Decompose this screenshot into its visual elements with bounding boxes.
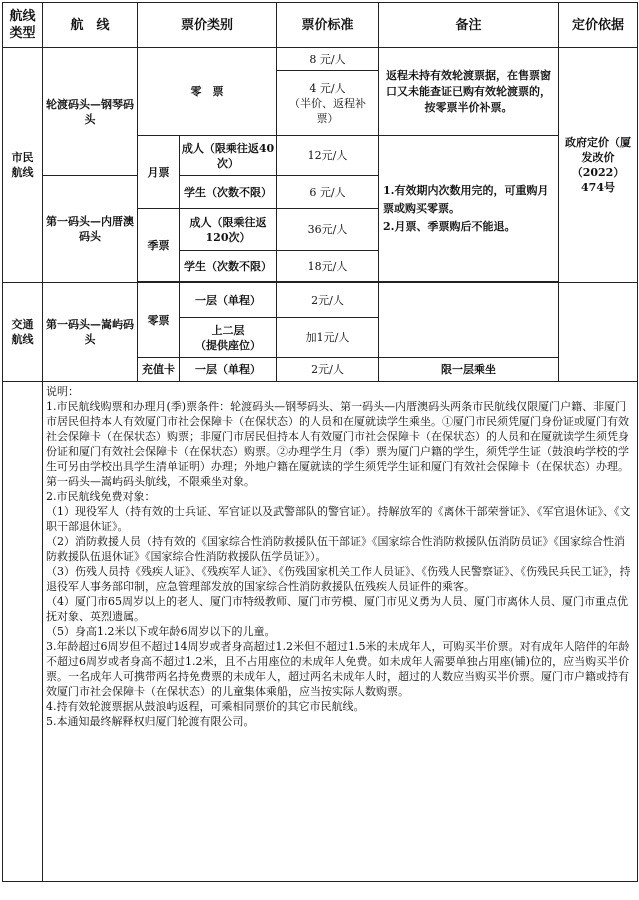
header-row — [3, 3, 638, 48]
citizen-season-student-price: 18元/人 — [277, 251, 379, 282]
traffic-card-remark: 限一层乘坐 — [379, 358, 559, 382]
header-route: 航 线 — [43, 3, 138, 48]
notes-line: 4.持有效轮渡票据从鼓浪屿返程，可乘相同票价的其它市民航线。 — [46, 700, 365, 713]
header-fare-standard: 票价标准 — [277, 3, 379, 48]
traffic-floor23: 上二层 （提供座位） — [180, 318, 277, 358]
traffic-card-price: 2元/人 — [277, 358, 379, 382]
traffic-floor23-price: 加1元/人 — [277, 318, 379, 358]
table-row — [3, 48, 638, 71]
notes-line: 说明： — [46, 385, 79, 398]
citizen-single-ticket: 零 票 — [138, 48, 277, 136]
traffic-category: 交通 航线 — [3, 283, 43, 382]
notes-line: （3）伤残人员持《残疾人证》、《残疾军人证》、《伤残国家机关工作人员证》、《伤残人民警察证》、《伤残民兵民工证》，持退役军人事务部印制，应急管理部发放的国家综合性消防救援队伍残疾人员证件的乘客。 — [46, 565, 631, 593]
notes-left-cell — [3, 382, 43, 882]
notes-line: 1.市民航线购票和办理月(季)票条件：轮渡码头—钢琴码头、第一码头—内厝澳码头两条市民航线仅限厦门户籍、非厦门市居民但持本人有效厦门市社会保障卡（在保状态）的人员和在厦就读学生乘坐。①厦门市民须凭厦门身份证或厦门有效社会保障卡（在保状态）购票；非厦门市居民但持本人有效厦门市社会保障卡（在保状态）的人员和在厦就读学生须凭身份证和厦门有效社会保障卡（在保状态）购票。②办理学生月（季）票为厦门户籍的学生，须凭学生证（鼓浪屿学校的学生可另由学校出具学生清单证明）办理；外地户籍在厦就读的学生须凭学生证和厦门有效社会保障卡（在保状态）办理。第一码头—嵩屿码头航线，不限乘坐对象。 — [46, 400, 629, 488]
citizen-season-student: 学生（次数不限） — [180, 251, 277, 282]
traffic-floor1-price: 2元/人 — [277, 283, 379, 318]
citizen-route-b: 第一码头—内厝澳码头 — [43, 176, 138, 283]
traffic-single-remark — [379, 283, 559, 358]
header-fare-type: 票价类别 — [138, 3, 277, 48]
citizen-monthly-student: 学生（次数不限） — [180, 176, 277, 209]
citizen-monthly-adult: 成人（限乘往返40次） — [180, 136, 277, 176]
table-row — [3, 283, 638, 318]
citizen-season: 季票 — [138, 209, 180, 282]
citizen-season-adult: 成人（限乘往返120次） — [180, 209, 277, 251]
citizen-pricing-basis: 政府定价（厦发改价（2022）474号 — [559, 48, 638, 283]
citizen-single-half-price: 4 元/人 （半价、返程补票） — [277, 71, 379, 136]
traffic-card-floor: 一层（单程） — [180, 358, 277, 382]
citizen-season-adult-price: 36元/人 — [277, 209, 379, 251]
traffic-basis — [559, 283, 638, 382]
citizen-route-a: 轮渡码头—钢琴码头 — [43, 48, 138, 176]
notes-line: （5）身高1.2米以下或年龄6周岁以下的儿童。 — [46, 625, 276, 638]
header-remark: 备注 — [379, 3, 559, 48]
citizen-category: 市民 航线 — [3, 48, 43, 283]
citizen-single-price: 8 元/人 — [277, 48, 379, 71]
notes-row — [3, 382, 638, 882]
notes-line: 5.本通知最终解释权归厦门轮渡有限公司。 — [46, 715, 255, 728]
notes-line: （2）消防救援人员（持有效的《国家综合性消防救援队伍干部证》《国家综合性消防救援队伍消防员证》《国家综合性消防救援队伍退休证》《国家综合性消防救援队伍学员证》）。 — [46, 535, 625, 563]
traffic-floor1: 一层（单程） — [180, 283, 277, 318]
traffic-single-ticket: 零票 — [138, 283, 180, 358]
notes-line: （1）现役军人（持有效的士兵证、军官证以及武警部队的警官证）。持解放军的《离休干部荣誉证》、《军官退休证》、《文职干部退休证》。 — [46, 505, 631, 533]
citizen-monthly: 月票 — [138, 136, 180, 209]
citizen-monthly-student-price: 6 元/人 — [277, 176, 379, 209]
traffic-card: 充值卡 — [138, 358, 180, 382]
notes-line: 3.年龄超过6周岁但不超过14周岁或者身高超过1.2米但不超过1.5米的未成年人，可购买半价票。对有成年人陪伴的年龄不超过6周岁或者身高不超过1.2米，且不占用座位的未成年人免费。如未成年人需要单独占用座(铺)位的，应当购买半价票。一名成年人可携带两名持免费票的未成年人，超过两名未成年人时，超过的人数应当购买半价票。厦门市户籍或持有效厦门市社会保障卡（在保状态）的儿童集体乘船，应当按实际人数购票。 — [46, 640, 630, 698]
fare-table — [2, 2, 638, 882]
citizen-monthly-adult-price: 12元/人 — [277, 136, 379, 176]
citizen-single-remark: 返程未持有效轮渡票据，在售票窗口又未能查证已购有效轮渡票的，按零票半价补票。 — [379, 48, 559, 136]
notes-line: 2.市民航线免费对象： — [46, 490, 156, 503]
notes-line: （4）厦门市65周岁以上的老人、厦门市特级教师、厦门市劳模、厦门市见义勇为人员、厦门市离休人员、厦门市重点优抚对象、英烈遗属。 — [46, 595, 628, 623]
header-pricing-basis: 定价依据 — [559, 3, 638, 48]
header-category: 航线 类型 — [3, 3, 43, 48]
citizen-pass-remark: 1.有效期内次数用完的，可重购月票或购买零票。 2.月票、季票购后不能退。 — [379, 136, 559, 282]
traffic-route: 第一码头—嵩屿码头 — [43, 283, 138, 382]
notes-cell — [43, 382, 638, 882]
